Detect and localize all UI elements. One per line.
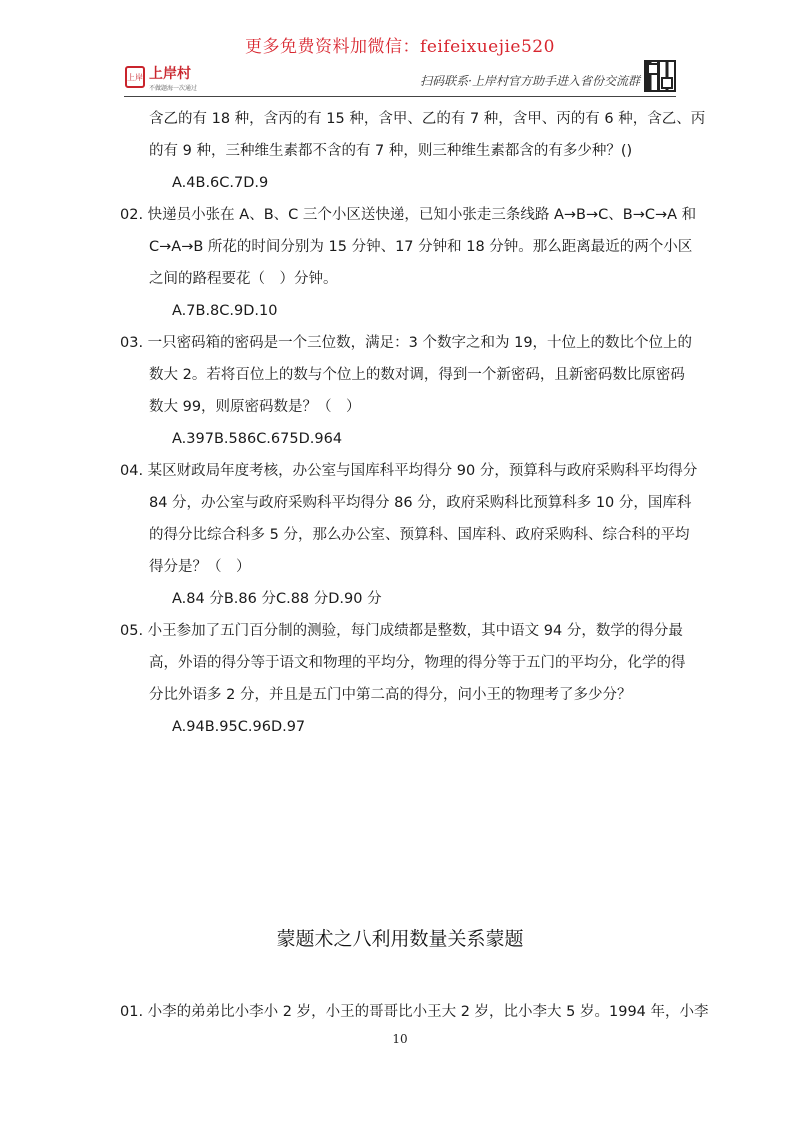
option-d: D.97	[270, 719, 306, 735]
question-line: 高，外语的得分等于语文和物理的平均分，物理的得分等于五门的平均分，化学的得	[149, 655, 686, 671]
question-line: 05. 小王参加了五门百分制的测验，每门成绩都是整数，其中语文 94 分，数学的得分最	[120, 623, 683, 639]
question-line: 含乙的有 18 种，含丙的有 15 种，含甲、乙的有 7 种，含甲、丙的有 6 种，含乙、丙	[149, 111, 706, 127]
answer-options	[120, 423, 690, 455]
question-block	[120, 199, 697, 327]
answer-options	[120, 583, 690, 615]
option-c: C.675	[256, 431, 299, 447]
option-b: B.8	[195, 303, 220, 319]
option-d: D.90 分	[328, 591, 382, 607]
qr-code-icon	[644, 60, 676, 92]
question-line: 01. 小李的弟弟比小李小 2 岁，小王的哥哥比小王大 2 岁，比小李大 5 岁。1994 年，小李	[120, 1004, 709, 1020]
question-line: 数大 2。若将百位上的数与个位上的数对调，得到一个新密码，且新密码数比原密码	[149, 367, 685, 383]
header-contact-text: 扫码联系·上岸村官方助手进入省份交流群	[420, 74, 640, 88]
option-c: C.96	[237, 719, 271, 735]
option-a: A.4	[172, 175, 196, 191]
header-divider	[124, 96, 676, 97]
question-line: 04. 某区财政局年度考核，办公室与国库科平均得分 90 分，预算科与政府采购科平均得分	[120, 463, 698, 479]
option-c: C.88 分	[275, 591, 329, 607]
option-c: C.7	[219, 175, 244, 191]
option-d: D.964	[298, 431, 343, 447]
question-line: 03. 一只密码箱的密码是一个三位数，满足：3 个数字之和为 19，十位上的数比个位上的	[120, 335, 693, 351]
option-b: B.586	[213, 431, 257, 447]
option-a: A.7	[172, 303, 196, 319]
option-a: A.84 分	[172, 591, 224, 607]
option-b: B.86 分	[223, 591, 276, 607]
option-d: D.9	[243, 175, 269, 191]
option-a: A.94	[172, 719, 205, 735]
question-line: 02. 快递员小张在 A、B、C 三个小区送快递，已知小张走三条线路 A→B→C、B→C→A 和	[120, 207, 697, 223]
option-a: A.397	[172, 431, 214, 447]
option-b: B.95	[204, 719, 238, 735]
question-line: 的得分比综合科多 5 分，那么办公室、预算科、国库科、政府采购科、综合科的平均	[149, 527, 690, 543]
brand-logo	[125, 66, 197, 93]
option-b: B.6	[195, 175, 220, 191]
promo-banner: 更多免费资料加微信：feifeixuejie520	[245, 37, 555, 57]
question-block	[120, 615, 690, 743]
question-line: 84 分，办公室与政府采购科平均得分 86 分，政府采购科比预算科多 10 分，国库科	[149, 495, 692, 511]
option-d: D.10	[243, 303, 278, 319]
question-line: C→A→B 所花的时间分别为 15 分钟、17 分钟和 18 分钟。那么距离最近的两个小区	[149, 239, 693, 255]
option-c: C.9	[219, 303, 244, 319]
answer-options	[120, 167, 690, 199]
page-body	[120, 103, 706, 743]
logo-slogan: 不做题海一次通过	[149, 85, 198, 92]
logo-name: 上岸村	[149, 66, 191, 82]
answer-options	[120, 295, 690, 327]
question-block	[120, 103, 706, 199]
question-line: 得分是？（ ）	[149, 559, 251, 575]
page-number: 10	[392, 1032, 408, 1046]
question-line: 分比外语多 2 分，并且是五门中第二高的得分，问小王的物理考了多少分？	[149, 687, 632, 703]
question-line: 的有 9 种，三种维生素都不含的有 7 种，则三种维生素都含的有多少种？()	[149, 143, 633, 159]
question-block	[120, 327, 693, 455]
section-title: 蒙题术之八利用数量关系蒙题	[276, 928, 524, 950]
logo-seal-icon: 上岸	[125, 66, 145, 88]
question-line: 之间的路程要花（ ）分钟。	[149, 271, 338, 287]
question-block	[120, 455, 698, 615]
answer-options	[120, 711, 690, 743]
question-line: 数大 99，则原密码数是？（ ）	[149, 399, 361, 415]
